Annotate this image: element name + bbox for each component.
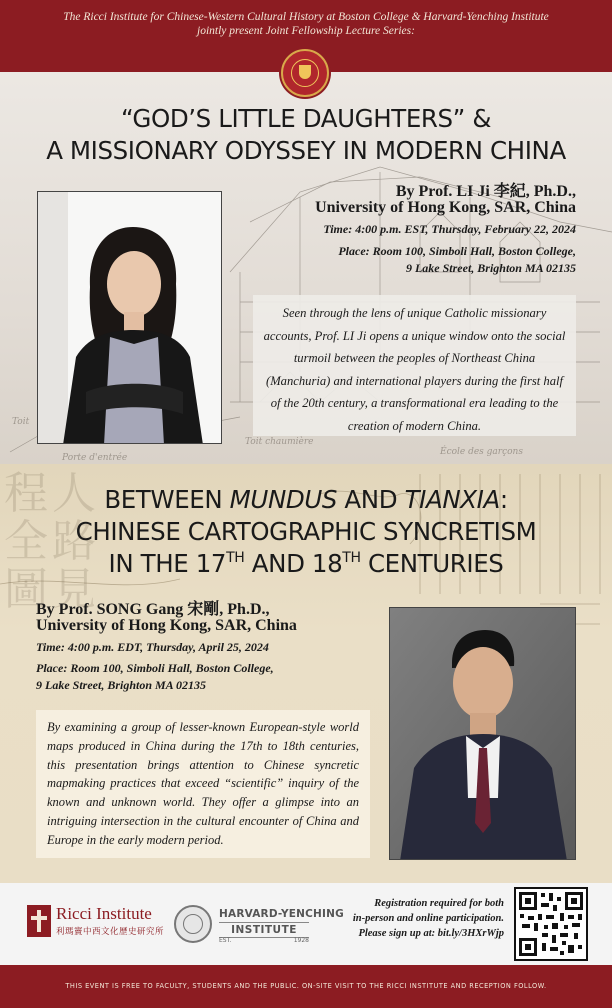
speaker-song-gang-photo: [389, 607, 576, 860]
svg-text:Porte d'entrée: Porte d'entrée: [62, 453, 128, 463]
harvard-yenching-name-line-1: HARVARD-YENCHING: [219, 908, 344, 920]
speaker-portrait-illustration: [390, 608, 576, 860]
registration-line-1: Registration required for both: [374, 898, 504, 909]
lecture1-time: Time: 4:00 p.m. EST, Thursday, February 22, 2024: [323, 222, 576, 236]
ricci-institute-name: Ricci Institute: [56, 904, 152, 923]
lecture1-place-line-1: Place: Room 100, Simboli Hall, Boston College,: [338, 244, 576, 258]
header-line-1: The Ricci Institute for Chinese-Western Cultural History at Boston College & Harvard-Yenching Institute: [63, 11, 549, 23]
background-glyph: 人 路 見: [52, 468, 96, 615]
registration-qr-code[interactable]: [514, 887, 588, 961]
title-word-tianxia: TIANXIA: [404, 485, 500, 514]
qr-code-icon: [516, 889, 586, 959]
harvard-yenching-name-line-2: INSTITUTE: [219, 922, 309, 938]
lecture2-place-line-1: Place: Room 100, Simboli Hall, Boston College,: [36, 661, 274, 675]
speaker-portrait-illustration: [38, 192, 222, 444]
svg-text:École des garçons: École des garçons: [440, 447, 523, 457]
harvard-yenching-seal-icon: [174, 905, 212, 943]
seal-shield-icon: [299, 65, 311, 79]
lecture1-speaker: By Prof. LI Ji 李紀, Ph.D.,: [395, 183, 576, 200]
lecture2-title-line-2: CHINESE CARTOGRAPHIC SYNCRETISM: [75, 517, 537, 546]
bottom-band: [0, 965, 612, 1008]
lecture1-title-line-2: A MISSIONARY ODYSSEY IN MODERN CHINA: [46, 136, 566, 165]
event-free-note: THIS EVENT IS FREE TO FACULTY, STUDENTS AND THE PUBLIC. ON-SITE VISIT TO THE RICCI INSTITUTE AND RECEPTION FOLLOW.: [65, 982, 547, 990]
background-glyph: 程 全 圖: [4, 468, 48, 615]
lecture1-title-line-1: “GOD’S LITTLE DAUGHTERS” &: [120, 104, 492, 133]
header-line-2: jointly present Joint Fellowship Lecture Series:: [197, 25, 415, 37]
speaker-li-ji-photo: [37, 191, 222, 444]
lecture2-title-line-3: IN THE 17TH AND 18TH CENTURIES: [108, 549, 504, 578]
harvard-yenching-established: EST. 1928: [219, 937, 309, 944]
svg-text:Toit chaumière: Toit chaumière: [245, 437, 314, 447]
registration-line-2: in-person and online participation.: [352, 913, 504, 924]
ricci-institute-logo-icon: [27, 905, 51, 937]
lecture2-speaker: By Prof. SONG Gang 宋剛, Ph.D.,: [36, 601, 270, 618]
lecture2-affiliation: University of Hong Kong, SAR, China: [36, 617, 297, 634]
ricci-institute-chinese-name: 利瑪竇中西文化歷史研究所: [56, 927, 165, 937]
lecture2-place-line-2: 9 Lake Street, Brighton MA 02135: [36, 678, 207, 692]
lecture2-title-line-1: BETWEEN MUNDUS AND TIANXIA:: [104, 485, 508, 514]
boston-college-seal: [281, 49, 329, 97]
lecture1-place-line-2: 9 Lake Street, Brighton MA 02135: [405, 261, 576, 275]
title-word-mundus: MUNDUS: [229, 485, 338, 514]
lecture1-abstract: Seen through the lens of unique Catholic missionary accounts, Prof. LI Ji opens a unique window onto the social turmoil between the peoples of Northeast China (Manchuria) and international players during the first half of the 20th century, a transformational era leading to the creation of modern China.: [253, 295, 576, 436]
svg-text:Toit: Toit: [12, 417, 30, 427]
registration-line-3[interactable]: Please sign up at: bit.ly/3HXrWjp: [358, 928, 504, 939]
lecture2-abstract: By examining a group of lesser-known European-style world maps produced in China during the 17th to 18th centuries, this presentation brings attention to Chinese syncretic mapmaking practices that exceed “scientific” inquiry of the known and unknown world. They offer a glimpse into an intriguing intersection in the cultural encounter of China and Europe in the early modern period.: [36, 710, 370, 858]
lecture2-time: Time: 4:00 p.m. EDT, Thursday, April 25, 2024: [36, 640, 269, 654]
lecture1-affiliation: University of Hong Kong, SAR, China: [315, 199, 576, 216]
